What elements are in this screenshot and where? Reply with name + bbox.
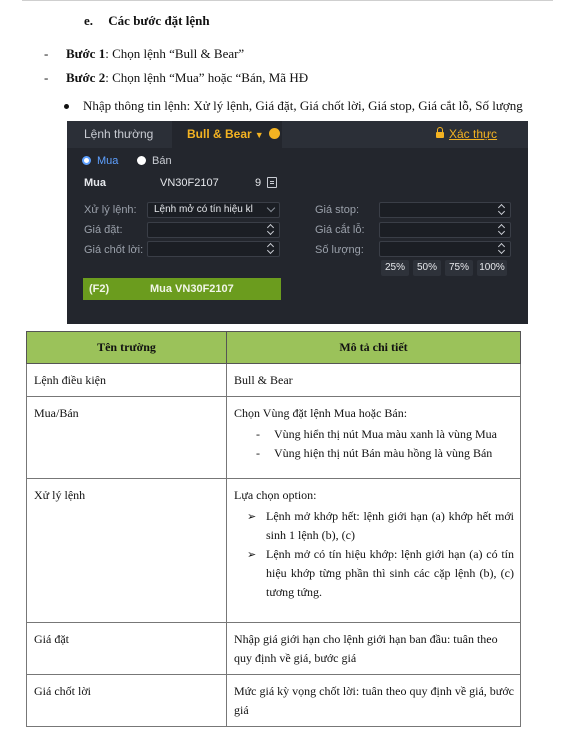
quantity-input[interactable]	[379, 241, 511, 257]
submit-shortcut: (F2)	[89, 283, 110, 295]
percent-25-button[interactable]: 25%	[381, 260, 409, 276]
row-name: Giá chốt lời	[27, 675, 227, 727]
radio-unchecked-icon	[137, 156, 146, 165]
document-icon[interactable]	[267, 177, 277, 188]
tab-normal-order[interactable]: Lệnh thường	[84, 127, 154, 141]
list-item: - Vùng hiện thị nút Bán màu hồng là vùng Bán	[234, 444, 514, 463]
row-name: Lệnh điều kiện	[27, 364, 227, 397]
stop-loss-label: Giá cắt lỗ:	[315, 224, 365, 236]
table-header-row	[27, 332, 521, 364]
limit-price-label: Giá đặt:	[84, 224, 123, 236]
step-dash: -	[44, 46, 49, 61]
take-profit-label: Giá chốt lời:	[84, 244, 144, 256]
row-desc: Bull & Bear	[227, 364, 521, 397]
stepper-icon[interactable]	[267, 224, 275, 236]
section-heading	[84, 13, 210, 29]
row-name: Mua/Bán	[27, 397, 227, 479]
section-title: Các bước đặt lệnh	[108, 13, 210, 28]
list-item: ➢ Lệnh mở khớp hết: lệnh giới hạn (a) khớp hết mới sinh 1 lệnh (b), (c)	[234, 507, 514, 545]
lock-icon	[436, 132, 444, 138]
radio-checked-icon	[82, 156, 91, 165]
chevron-down-icon	[267, 204, 275, 212]
coin-icon	[269, 128, 280, 139]
caret-down-icon: ▼	[254, 130, 264, 140]
radio-buy-label: Mua	[97, 155, 119, 167]
row-desc: Lựa chọn option:	[234, 488, 317, 502]
take-profit-input[interactable]	[147, 241, 280, 257]
stop-price-input[interactable]	[379, 202, 511, 218]
step-1-label: Bước 1	[66, 46, 106, 61]
side-label: Mua	[84, 177, 106, 189]
sub-bullet	[64, 98, 523, 114]
section-marker: e.	[84, 13, 94, 28]
percent-50-button[interactable]: 50%	[413, 260, 441, 276]
step-dash: -	[44, 70, 49, 85]
table-row	[27, 364, 521, 397]
quantity-label: Số lượng:	[315, 244, 364, 256]
confirm-label: Xác thực	[449, 127, 498, 141]
header-description: Mô tả chi tiết	[227, 332, 521, 364]
order-handling-select[interactable]	[147, 202, 280, 218]
row-desc-cell	[227, 397, 521, 479]
field-description-table	[26, 331, 521, 727]
stop-price-label: Giá stop:	[315, 204, 360, 216]
sub-bullet-text: Nhập thông tin lệnh: Xử lý lệnh, Giá đặt, Giá chốt lời, Giá stop, Giá cắt lỗ, Số lượng	[83, 98, 523, 113]
tab-bull-bear-label: Bull & Bear	[187, 127, 252, 141]
page-top-rule	[22, 0, 553, 1]
stepper-icon[interactable]	[498, 204, 506, 216]
radio-buy[interactable]	[82, 154, 118, 168]
order-panel	[67, 121, 528, 324]
order-tabs	[67, 121, 528, 148]
step-2-label: Bước 2	[66, 70, 106, 85]
order-handling-value: Lệnh mở có tín hiệu kl	[154, 204, 253, 215]
table-row	[27, 397, 521, 479]
stepper-icon[interactable]	[498, 243, 506, 255]
table-row	[27, 675, 521, 727]
arrow-list	[234, 507, 514, 602]
percent-75-button[interactable]: 75%	[445, 260, 473, 276]
limit-price-input[interactable]	[147, 222, 280, 238]
row-desc: Chọn Vùng đặt lệnh Mua hoặc Bán:	[234, 406, 408, 420]
contract-code: VN30F2107	[160, 177, 219, 189]
table-row	[27, 479, 521, 623]
submit-buy-button[interactable]	[83, 278, 281, 300]
step-1-text: : Chọn lệnh “Bull & Bear”	[105, 46, 245, 61]
confirm-link[interactable]	[436, 121, 497, 148]
tab-bull-bear[interactable]	[172, 121, 282, 148]
list-item: ➢ Lệnh mở có tín hiệu khớp: lệnh giới hạn (a) có tín hiệu khớp từng phần thì sinh các cặp lệnh (b), (c) tương tứng.	[234, 545, 514, 602]
bullet-dot-icon	[64, 104, 69, 109]
stop-loss-input[interactable]	[379, 222, 511, 238]
radio-sell-label: Bán	[152, 155, 172, 167]
order-handling-label: Xử lý lệnh:	[84, 204, 137, 216]
submit-label: Mua VN30F2107	[150, 283, 234, 295]
row-name: Giá đặt	[27, 623, 227, 675]
step-2-text: : Chọn lệnh “Mua” hoặc “Bán, Mã HĐ	[105, 70, 309, 85]
list-item: - Vùng hiển thị nút Mua màu xanh là vùng Mua	[234, 425, 514, 444]
row-desc: Mức giá kỳ vọng chốt lời: tuân theo quy định về giá, bước giá	[227, 675, 521, 727]
available-quantity: 9	[255, 177, 262, 189]
stepper-icon[interactable]	[498, 224, 506, 236]
percent-100-button[interactable]: 100%	[477, 260, 507, 276]
row-name: Xử lý lệnh	[27, 479, 227, 623]
header-field-name: Tên trường	[27, 332, 227, 364]
row-desc: Nhập giá giới hạn cho lệnh giới hạn ban đầu: tuân theo quy định về giá, bước giá	[227, 623, 521, 675]
dash-list	[234, 425, 514, 463]
stepper-icon[interactable]	[267, 243, 275, 255]
table-row	[27, 623, 521, 675]
row-desc-cell	[227, 479, 521, 623]
radio-sell[interactable]	[137, 154, 172, 168]
